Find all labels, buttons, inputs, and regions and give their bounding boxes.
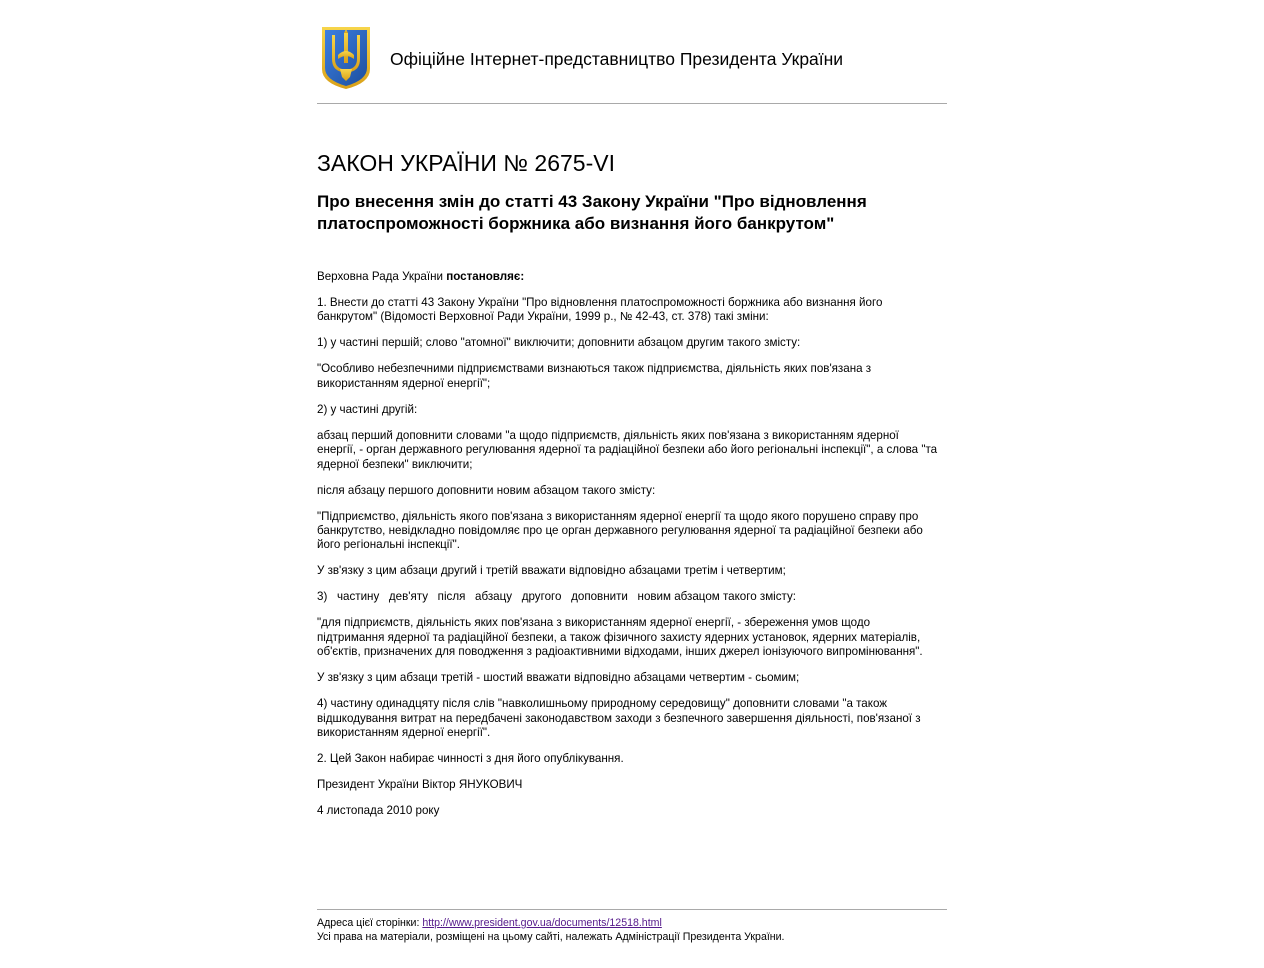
header-divider	[317, 103, 947, 104]
intro-paragraph	[317, 270, 939, 284]
law-paragraph: "Підприємство, діяльність якого пов'язана з використанням ядерної енергії та щодо якого порушено справу про банкрутство, невідкладно повідомляє про це орган державного регулювання ядерної та радіаційної безпеки або його регіональні інспекції".	[317, 509, 923, 552]
intro-prefix: Верховна Рада України	[317, 270, 447, 283]
ukraine-trident-emblem-icon	[320, 25, 372, 91]
law-paragraph: 1) у частині першій; слово "атомної" виключити; доповнити абзацом другим такого змісту:	[317, 336, 801, 350]
law-paragraph: 4) частину одинадцяту після слів "навколишньому природному середовищу" доповнити словами "а також відшкодування витрат на передбачені законодавством заходи з безпечного завершення діяльності, пов'язаної з використанням ядерної енергії".	[317, 697, 921, 740]
site-title: Офіційне Інтернет-представництво Президента України	[390, 49, 844, 69]
law-paragraph: У зв'язку з цим абзаци другий і третій вважати відповідно абзацами третім і четвертим;	[317, 564, 786, 578]
law-paragraph: 3) частину дев'яту після абзацу другого доповнити новим абзацом такого змісту:	[317, 590, 797, 604]
law-paragraph: "Особливо небезпечними підприємствами визнаються також підприємства, діяльність яких пов'язана з використанням ядерної енергії";	[317, 362, 872, 390]
page-address-label: Адреса цієї сторінки:	[317, 917, 423, 929]
law-paragraph: "для підприємств, діяльність яких пов'язана з використанням ядерної енергії, - збереження умов щодо підтримання ядерної та радіаційної безпеки, а також фізичного захисту ядерних установок, ядерних матеріалів, об'єктів, призначених для поводження з радіоактивними відходами, інших джерел іонізуючого випромінювання".	[317, 616, 923, 659]
footer-divider	[317, 909, 947, 910]
page-address-link[interactable]: http://www.president.gov.ua/documents/12518.html	[422, 917, 662, 929]
site-footer	[317, 916, 947, 944]
law-paragraph: 2. Цей Закон набирає чинності з дня його опублікування.	[317, 752, 624, 766]
signature-line: Президент України Віктор ЯНУКОВИЧ	[317, 778, 523, 792]
copyright-notice: Усі права на матеріали, розміщені на цьому сайті, належать Адміністрації Президента України.	[317, 931, 785, 943]
law-body	[317, 270, 939, 830]
law-paragraph: абзац перший доповнити словами "а щодо підприємств, діяльність яких пов'язана з використанням ядерної енергії, - орган державного регулювання ядерної та радіаційної безпеки або його регіональні інспекції", а слова "та ядерної безпеки" виключити;	[317, 428, 938, 471]
law-paragraph: У зв'язку з цим абзаци третій - шостий вважати відповідно абзацами четвертим - сьомим;	[317, 671, 800, 685]
law-subtitle: Про внесення змін до статті 43 Закону України "Про відновлення платоспроможності боржника або визнання його банкрутом"	[317, 192, 867, 233]
site-header	[317, 25, 947, 105]
law-paragraph: 1. Внести до статті 43 Закону України "Про відновлення платоспроможності боржника або визнання його банкрутом" (Відомості Верховної Ради України, 1999 р., № 42-43, ст. 378) такі зміни:	[317, 296, 883, 324]
law-title: ЗАКОН УКРАЇНИ № 2675-VI	[317, 150, 615, 176]
law-paragraph: після абзацу першого доповнити новим абзацом такого змісту:	[317, 483, 656, 497]
page-address-line	[317, 916, 947, 930]
law-paragraph: 2) у частині другій:	[317, 402, 418, 416]
intro-decree: постановляє:	[446, 270, 525, 283]
law-date: 4 листопада 2010 року	[317, 804, 440, 818]
